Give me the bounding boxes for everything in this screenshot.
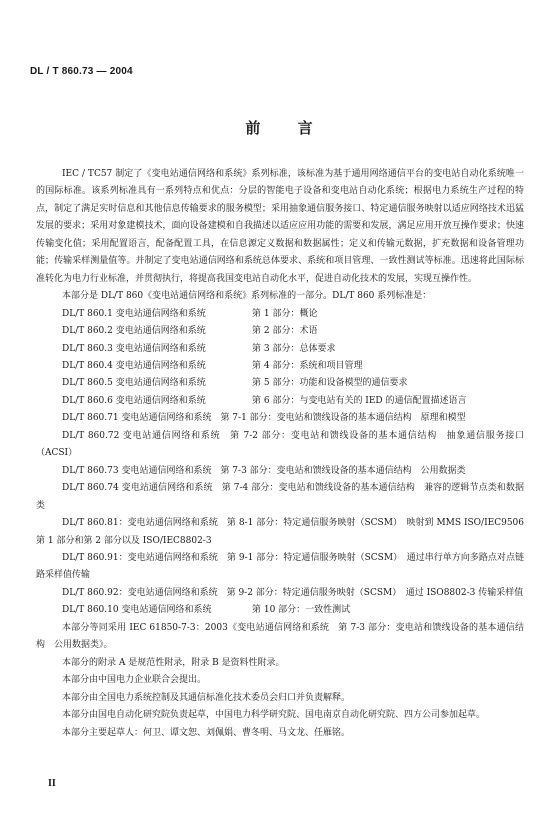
adoption-paragraph: 本部分等同采用 IEC 61850-7-3：2003《变电站通信网络和系统 第 7-3 部分：变电站和馈线设备的基本通信结构 公用数据类》。: [36, 622, 524, 651]
list-item: DL/T 860.81：变电站通信网络和系统 第 8-1 部分：特定通信服务映射（SCSM） 映射到 MMS ISO/IEC9506 第 1 部分和第 2 部分以及 ISO/IEC8802-3: [36, 518, 524, 546]
page-number: II: [48, 778, 56, 789]
list-item: DL/T 860.91：变电站通信网络和系统 第 9-1 部分：特定通信服务映射（SCSM） 通过串行单方向多路点对点链路采样值传输: [36, 552, 524, 581]
foreword-body: [36, 166, 524, 742]
list-item: DL/T 860.4 变电站通信网络和系统 第 4 部分：系统和项目管理: [62, 360, 363, 371]
intro-paragraph: IEC / TC57 制定了《变电站通信网络和系统》系列标准，该标准为基于通用网络通信平台的变电站自动化系统唯一的国际标准。该系列标准具有一系列特点和优点：分层的智能电子设备和变电站自动化系统；根据电力系统生产过程的特点，制定了满足实时信息和其他信息传输要求的服务模型；采用抽象通信服务接口、特定通信服务映射以适应网络技术迅猛发展的要求；采用对象建模技术，面向设备建模和自我描述以适应应用功能的需要和发展，满足应用开放互操作要求；快速传输变化值；采用配置语言，配备配置工具，在信息源定义数据和数据属性；定义和传输元数据，扩充数据和设备管理功能；传输采样测量值等。并制定了变电站通信网络和系统总体要求、系统和项目管理、一致性测试等标准。迅速将此国际标准转化为电力行业标准，并贯彻执行，将提高我国变电站自动化水平，促进自动化技术的发展，实现互操作性。: [36, 169, 524, 284]
list-item: DL/T 860.73 变电站通信网络和系统 第 7-3 部分：变电站和馈线设备的基本通信结构 公用数据类: [62, 465, 466, 476]
drafters-note: 本部分主要起草人：何卫、谭文恕、刘佩娟、曹冬明、马文龙、任雁铭。: [62, 727, 351, 738]
committee-note: 本部分由全国电力系统控制及其通信标准化技术委员会归口并负责解释。: [62, 692, 351, 703]
proposer-note: 本部分由中国电力企业联合会提出。: [62, 675, 207, 686]
list-item: DL/T 860.72 变电站通信网络和系统 第 7-2 部分：变电站和馈线设备的基本通信结构 抽象通信服务接口（ACSI）: [36, 430, 524, 459]
document-code-header: DL / T 860.73 — 2004: [30, 66, 133, 77]
list-item: DL/T 860.74 变电站通信网络和系统 第 7-4 部分：变电站和馈线设备的基本通信结构 兼容的逻辑节点类和数据类: [36, 483, 524, 511]
section-title: 前 言: [245, 119, 329, 137]
list-item: DL/T 860.5 变电站通信网络和系统 第 5 部分：功能和设备模型的通信要求: [62, 378, 408, 389]
list-item: DL/T 860.92：变电站通信网络和系统 第 9-2 部分：特定通信服务映射（SCSM） 通过 ISO8802-3 传输采样值: [62, 587, 524, 598]
list-item: DL/T 860.71 变电站通信网络和系统 第 7-1 部分：变电站和馈线设备的基本通信结构 原理和模型: [62, 413, 466, 424]
series-intro-paragraph: 本部分是 DL/T 860《变电站通信网络和系统》系列标准的一部分。DL/T 860 系列标准是：: [62, 291, 432, 302]
drafting-org-note: 本部分由国电自动化研究院负责起草，中国电力科学研究院、国电南京自动化研究院、四方公司参加起草。: [62, 710, 486, 721]
list-item: DL/T 860.3 变电站通信网络和系统 第 3 部分：总体要求: [62, 343, 336, 354]
list-item: DL/T 860.10 变电站通信网络和系统 第 10 部分：一致性测试: [62, 605, 351, 616]
appendix-note: 本部分的附录 A 是规范性附录，附录 B 是资料性附录。: [62, 657, 285, 668]
list-item: DL/T 860.1 变电站通信网络和系统 第 1 部分：概论: [62, 308, 318, 319]
list-item: DL/T 860.2 变电站通信网络和系统 第 2 部分：术语: [62, 326, 318, 337]
list-item: DL/T 860.6 变电站通信网络和系统 第 6 部分：与变电站有关的 IED 的通信配置描述语言: [62, 395, 467, 406]
